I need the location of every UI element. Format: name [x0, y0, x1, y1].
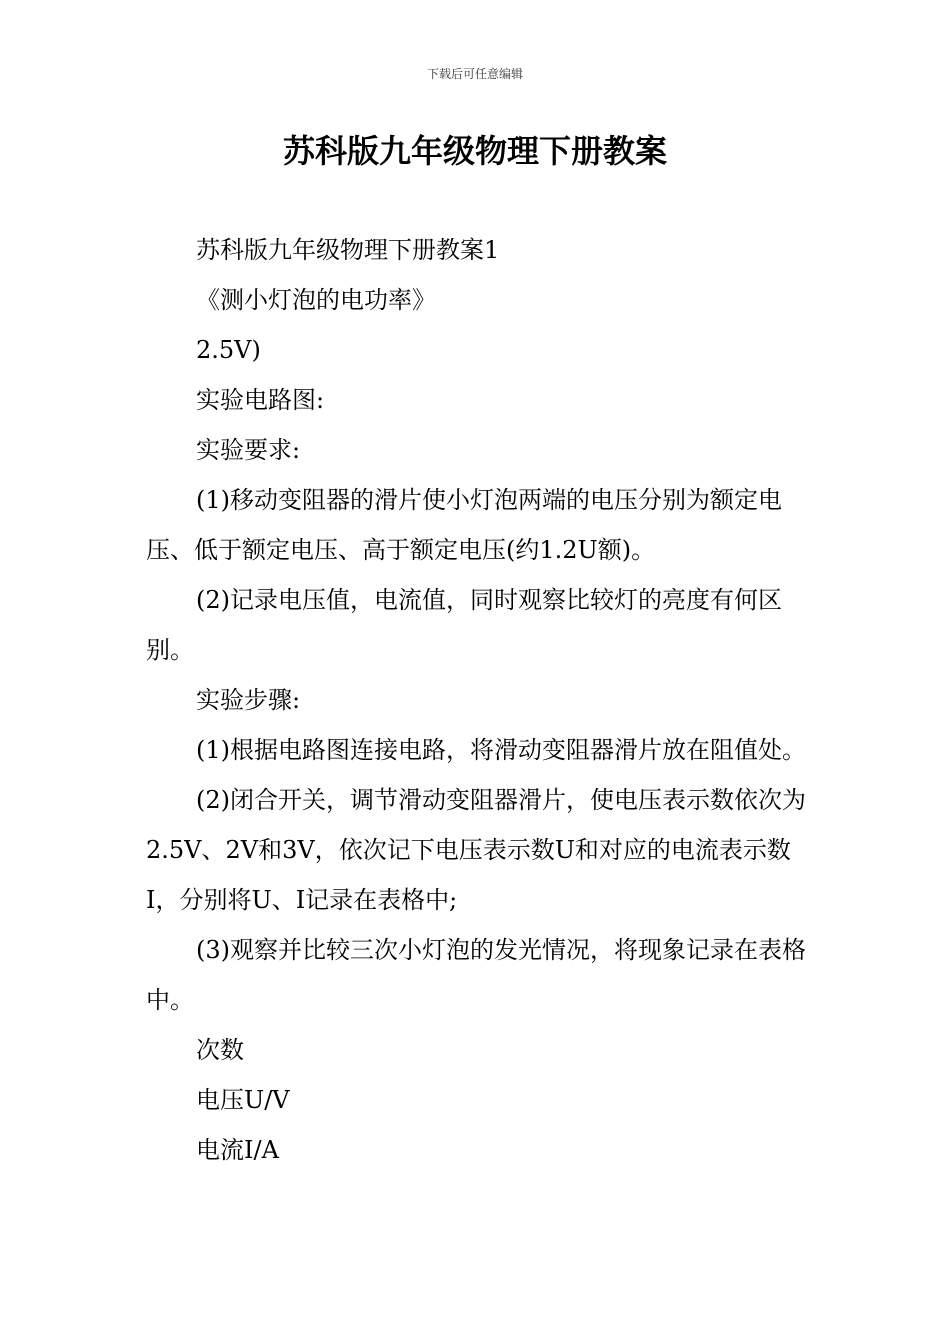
- header-note: 下载后可任意编辑: [426, 67, 523, 81]
- paragraph-steps-label: 实验步骤:: [196, 686, 301, 714]
- paragraph-step-1: (1)根据电路图连接电路，将滑动变阻器滑片放在阻值处。: [196, 736, 806, 764]
- paragraph-table-voltage: 电压U/V: [196, 1086, 290, 1114]
- paragraph-step-2: (2)闭合开关，调节滑动变阻器滑片，使电压表示数依次为2.5V、2V和3V，依次记下电压表示数U和对应的电流表示数I，分别将U、I记录在表格中;: [146, 786, 806, 914]
- paragraph-table-count: 次数: [196, 1036, 244, 1064]
- paragraph-experiment-name: 《测小灯泡的电功率》: [196, 286, 436, 314]
- document-title: 苏科版九年级物理下册教案: [282, 132, 667, 170]
- paragraph-voltage-note: 2.5V): [196, 336, 261, 364]
- paragraph-requirement-2: (2)记录电压值，电流值，同时观察比较灯的亮度有何区别。: [146, 586, 782, 664]
- paragraph-requirement-1: (1)移动变阻器的滑片使小灯泡两端的电压分别为额定电压、低于额定电压、高于额定电压(约1.2U额)。: [146, 486, 782, 564]
- paragraph-table-current: 电流I/A: [196, 1136, 279, 1164]
- paragraph-step-3: (3)观察并比较三次小灯泡的发光情况，将现象记录在表格中。: [146, 936, 806, 1014]
- paragraph-circuit-diagram-label: 实验电路图:: [196, 386, 325, 414]
- document-body: [146, 225, 808, 1175]
- paragraph-requirements-label: 实验要求:: [196, 436, 301, 464]
- paragraph-lesson-title: 苏科版九年级物理下册教案1: [196, 236, 500, 264]
